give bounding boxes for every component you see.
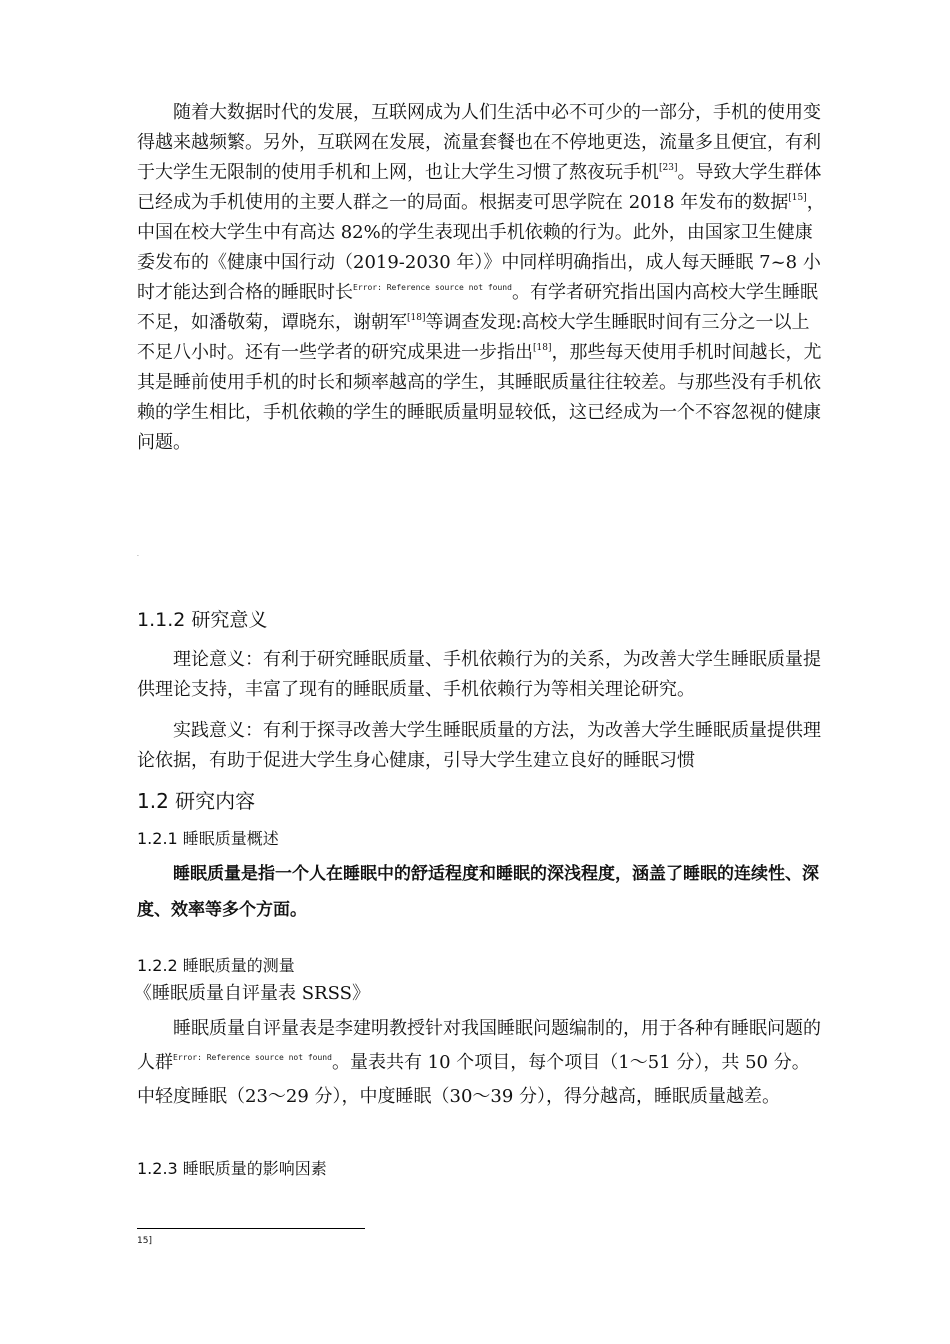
srss-paragraph xyxy=(137,1012,825,1114)
section-heading-1-2: 1.2 研究内容 xyxy=(137,789,256,813)
theory-significance-text: 理论意义：有利于研究睡眠质量、手机依赖行为的关系，为改善大学生睡眠质量提供理论支持，丰富了现有的睡眠质量、手机依赖行为等相关理论研究。 xyxy=(137,649,821,700)
intro-sentence-5: 等调查发现:高校大学生睡眠时间有三分之一以上不足八小时。还有一些学者的研究成果进一步指出 xyxy=(137,312,810,363)
srss-text-a: 睡眠质量自评量表是李建明教授针对我国睡眠问题编制的，用于各种有睡眠问题的人群 xyxy=(137,1018,821,1073)
footnote: 15] xyxy=(137,1236,152,1246)
citation-ref[interactable]: [18] xyxy=(533,343,552,353)
sleep-quality-definition xyxy=(137,856,825,928)
section-heading-1-2-3: 1.2.3 睡眠质量的影响因素 xyxy=(137,1159,327,1178)
scale-title: 《睡眠质量自评量表 SRSS》 xyxy=(134,983,370,1004)
sleep-quality-definition-text: 睡眠质量是指一个人在睡眠中的舒适程度和睡眠的深浅程度，涵盖了睡眠的连续性、深度、效率等多个方面。 xyxy=(137,864,819,920)
intro-sentence-2: 。导致大学生群体已经成为手机使用的主要人群之一的局面。根据麦可思学院在 2018 年发布的数据 xyxy=(137,162,822,213)
intro-sentence-6: ，那些每天使用手机时间越长，尤其是睡前使用手机的时长和频率越高的学生，其睡眠质量往往较差。与那些没有手机依赖的学生相比，手机依赖的学生的睡眠质量明显较低，这已经成为一个不容忽视的健康问题。 xyxy=(137,342,822,453)
reference-error: Error: Reference source not found xyxy=(173,1053,332,1062)
citation-ref[interactable]: [23] xyxy=(659,163,678,173)
stray-mark: · xyxy=(137,553,139,560)
citation-ref[interactable]: [18] xyxy=(407,313,426,323)
intro-sentence-4: 。有学者研究指出国内高校大学生睡眠不足，如潘敬菊，谭晓东，谢朝军 xyxy=(137,282,818,333)
intro-sentence-3: ，中国在校大学生中有高达 82%的学生表现出手机依赖的行为。此外，由国家卫生健康委发布的《健康中国行动（2019-2030 年）》中同样明确指出，成人每天睡眠 7~8 小时才能达到合格的睡眠时长 xyxy=(137,192,825,303)
section-heading-1-1-2: 1.1.2 研究意义 xyxy=(137,609,268,631)
practice-significance-text: 实践意义：有利于探寻改善大学生睡眠质量的方法，为改善大学生睡眠质量提供理论依据，有助于促进大学生身心健康，引导大学生建立良好的睡眠习惯 xyxy=(137,720,821,771)
footnote-separator xyxy=(137,1228,365,1229)
section-heading-1-2-1: 1.2.1 睡眠质量概述 xyxy=(137,829,279,848)
citation-ref[interactable]: [15] xyxy=(788,193,807,203)
srss-text-b: 。量表共有 10 个项目，每个项目（1～51 分），共 50 分。中轻度睡眠（23～29 分），中度睡眠（30～39 分），得分越高，睡眠质量越差。 xyxy=(137,1052,810,1107)
reference-error: Error: Reference source not found xyxy=(353,283,512,292)
practice-significance-paragraph xyxy=(137,716,825,776)
theory-significance-paragraph xyxy=(137,645,825,705)
section-heading-1-2-2: 1.2.2 睡眠质量的测量 xyxy=(137,956,295,975)
intro-sentence-1: 随着大数据时代的发展，互联网成为人们生活中必不可少的一部分，手机的使用变得越来越频繁。另外，互联网在发展，流量套餐也在不停地更迭，流量多且便宜，有利于大学生无限制的使用手机和上网，也让大学生习惯了熬夜玩手机 xyxy=(137,102,821,183)
intro-paragraph xyxy=(137,98,825,458)
